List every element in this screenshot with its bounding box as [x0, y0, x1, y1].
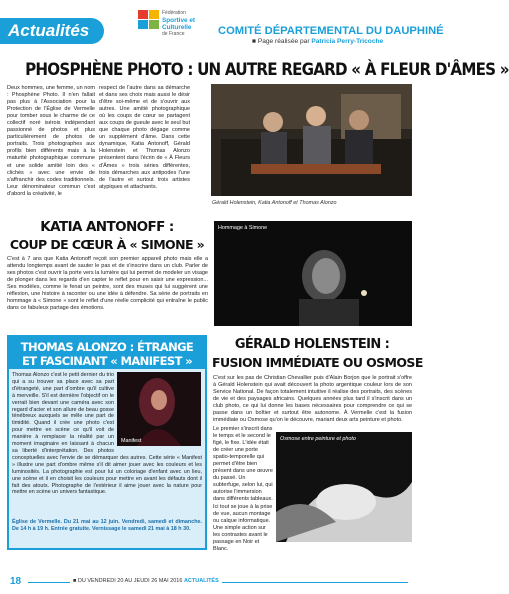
thomas-title-line-2: ET FASCINANT « MANIFEST »	[21, 354, 193, 368]
gerald-photo-label: Osmose entre peinture et photo	[280, 436, 356, 442]
federation-name	[162, 10, 195, 38]
footer-info: ■ DU VENDREDI 20 AU JEUDI 26 MAI 2016 ACTUALITÉS	[70, 578, 222, 584]
thomas-photo	[117, 372, 201, 446]
federation-line-1: Fédération	[162, 10, 186, 16]
main-headline: PHOSPHÈNE PHOTO : UN AUTRE REGARD « À FLEUR D'ÂMES »	[25, 60, 509, 80]
section-tab	[0, 18, 104, 44]
main-article-text-1: Deux hommes, une femme, un nom : Phosphène Photo. Il n'en fallait pas plus à l'Association pour la Protection de l'Église de Vermelle pour tomber sous le charme de ce collectif noré isérois indépendant passionné de photos et plus particulièrement de photos de portraits. Trois photographes aux profils bien différents mais à la maturité photographique commune et une solide amitié loin des « clichés » avec une envie de s'affranchir des codes traditionnels. Leur dénominateur commun c'est d'abord la créativité, le	[7, 85, 95, 197]
main-article-column-2	[99, 85, 190, 211]
thomas-title	[9, 337, 205, 369]
katia-text: C'est à 7 ans que Katia Antonoff reçoit son premier appareil photo mais elle a attendu longtemps avant de sauter le pas et de s'inscrire dans un club. Parler de ses photos c'est ouvrir la porte vers la lumière qui lui permet de modeler un visage de plonger dans les regards d'en capter le reflet pour en saisir une expression... Ses modèles, comme le fenat un peintre, sont des muses qui lui suggèrent une réflexion, une histoire à raconter ou une idée à défendre. Sa série de portraits en hommage à « Simone » sont le reflet d'une réelle complicité qui entraîne le public dans ce fabuleux partage des émotions.	[7, 256, 208, 312]
katia-title-line-2: COUP DE CŒUR À « SIMONE »	[9, 237, 205, 252]
katia-photo-image	[214, 221, 412, 326]
thomas-title-line-1: THOMAS ALONZO : ÉTRANGE	[20, 340, 194, 354]
gerald-photo	[276, 432, 412, 542]
main-article-column-1	[7, 85, 95, 211]
credit-prefix: Page réalisée par	[257, 38, 310, 45]
issue-date: DU VENDREDI 20 AU JEUDI 26 MAI 2016	[77, 578, 183, 584]
gerald-photo-image	[276, 432, 412, 542]
page-number: 18	[10, 576, 22, 587]
katia-title-line-1: KATIA ANTONOFF :	[40, 219, 174, 235]
thomas-photo-label: Manifest	[121, 438, 142, 444]
gerald-text-2: Le premier s'inscrit dans le temps et le second le figé, le fixe. L'idée était de créer une porte spatio-temporelle qui permet d'être bien présent dans une œuvre du passé. Un subterfuge, selon lui, qui autorise l'immersion dans différents tableaux. Ici tout se joue à la prise de vue, aucun montage ou calque informatique. Une simple action sur les contrastes avant le passage en Noir et Blanc.	[213, 426, 273, 552]
gerald-article-2	[213, 426, 273, 568]
gerald-title-line-2: FUSION IMMÉDIATE OU OSMOSE	[212, 355, 423, 370]
main-article-text-2: respect de l'autre dans sa démarche et dans ses choix mais aussi le désir d'être soi-même et de s'ouvrir aux autres. Une amitié photographique où les coups de cœur se partagent aux coups de gueule avec le seul but que chaque photo dégage comme un supplément d'âme. Dans cette dynamique, Katia Antonoff, Gérald Holenstein et Thomas Alonzo présentent dans l'écrin de « À Fleurs d'Âmes » trois séries différentes, trois démarches aux antipodes l'une de l'autre et surtout trois artistes atypiques et attachants.	[99, 85, 190, 190]
katia-photo-label: Hommage à Simone	[218, 225, 268, 231]
gerald-title-line-1: GÉRALD HOLENSTEIN :	[234, 337, 390, 352]
group-photo-image	[211, 84, 412, 196]
katia-article	[7, 256, 208, 328]
gerald-text-1: C'est sur les pas de Christian Chevallier puis d'Alain Borjon que le portrait s'offre à Gérald Holenstein qui avait découvert la photo argentique couleur lors de son Service National. De façon totalement intuitive il réalise des portraits, des scènes de vie et des paysages africains. Quelques années plus tard il s'inscrit dans un club photo, ce qui lui donne les bases nécessaires pour comprendre ce qui se passe dans un boîtier et surtout être autonome. À Vermelle c'est la fusion immédiate ou Osmose qu'on le découvre, mariant deux arts peinture et photo.	[213, 375, 412, 424]
group-photo-caption: Gérald Holenstein, Katia Antonoff et Thomas Alonzo	[212, 200, 337, 206]
federation-line-4: de France	[162, 31, 185, 37]
publication-name: ACTUALITÉS	[183, 578, 219, 584]
committee-title: COMITÉ DÉPARTEMENTAL DU DAUPHINÉ	[218, 25, 444, 37]
gerald-article-1	[213, 375, 412, 426]
credit-author: Patricia Perry-Tricoche	[311, 38, 384, 45]
federation-line-2: Sportive et	[162, 17, 196, 24]
group-photo	[211, 84, 412, 196]
exhibition-info: Église de Vermelle. Du 21 mai au 12 juin. Vendredi, samedi et dimanche. De 14 h à 19 h. Entrée gratuite. Vernissage le samedi 21 mai à 18 h 30.	[12, 519, 202, 532]
federation-logo-icon	[138, 10, 160, 30]
thomas-text: Thomas Alonzo c'est le petit dernier du trio qui a su trouver sa place avec sa part d'étrangeté, une part d'ombre qu'il cultive à merveille. S'il est dernière l'objectif on le verrait bien devant une caméra avec son regard d'acier et son allure de beau gosse ténébreux auxquels se mêle une part de timidité. Quand il crée une photo c'est pour mettre en scène ce qu'il voit de manière à remplacer la réalité par un moment imaginaire en laissant à chacun sa liberté d'interprétation. Des photos conceptuelles avec l'envie de se démarquer des autres. Cette série « Manifest » illustre une part d'ombre même s'il dit aimer jouer avec les couleurs et les luminosités. La photographie est pour lui un coloriage d'enfant avec un lieu, une scène et il en choisit les couleurs pour mettre en avant les défauts dont il fait des atouts. Photographe de l'extérieur il aime jouer avec la nature pour mettre en scène un univers fantastique.	[12, 372, 202, 496]
section-tab-label: Actualités	[8, 21, 90, 40]
katia-photo	[214, 221, 412, 326]
thomas-photo-image	[117, 372, 201, 446]
federation-line-3: Culturelle	[162, 24, 192, 31]
page-credit: ■ Page réalisée par Patricia Perry-Tricoche	[252, 38, 384, 45]
